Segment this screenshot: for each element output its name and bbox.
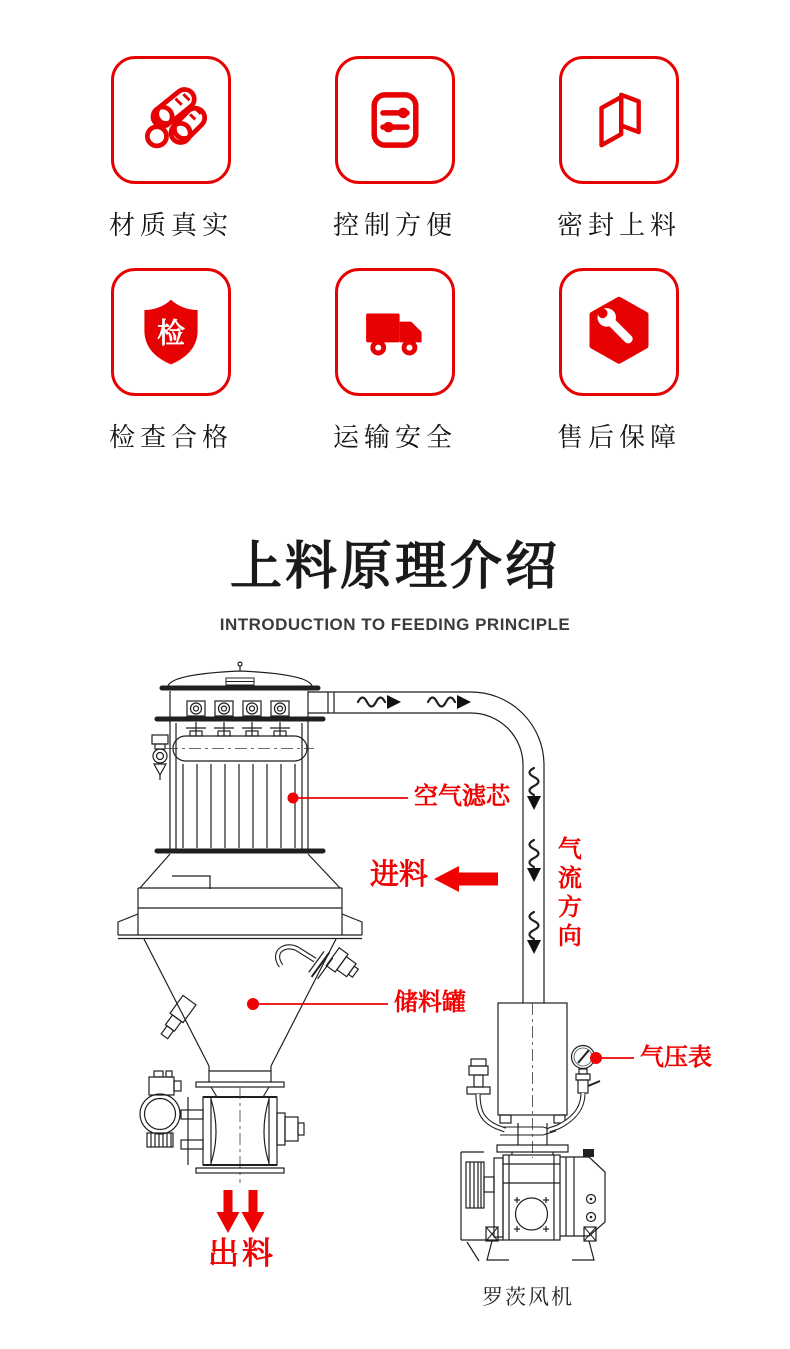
truck-icon [335, 268, 455, 396]
feature-label: 售后保障 [556, 422, 681, 452]
hopper-transition [118, 854, 362, 939]
label-feed-in: 进料 [370, 859, 429, 891]
feature-item-sealed [507, 56, 731, 242]
feature-label: 控制方便 [332, 210, 457, 240]
filter-pleats [176, 723, 302, 849]
label-air-filter: 空气滤芯 [414, 783, 510, 810]
feature-grid [0, 0, 790, 454]
wrench-hexagon-icon [559, 268, 679, 396]
level-sensor-right [326, 948, 362, 982]
discharge-arrow-right [242, 1190, 265, 1233]
feature-item-control [283, 56, 507, 242]
pipes-icon [111, 56, 231, 184]
air-regulator [152, 735, 168, 780]
label-pressure-gauge: 气压表 [640, 1044, 712, 1071]
feature-label: 材质真实 [108, 210, 233, 240]
label-roots-blower: 罗茨风机 [482, 1285, 574, 1309]
airflow-arrows [358, 695, 541, 954]
air-filter-leader-dot [288, 793, 299, 804]
silencer-separator [467, 1003, 568, 1158]
blower-pulley [461, 1152, 503, 1261]
feature-label: 运输安全 [332, 422, 457, 452]
relief-valve [467, 1059, 505, 1130]
page-subtitle: INTRODUCTION TO FEEDING PRINCIPLE [219, 615, 571, 634]
storage-hopper [144, 939, 362, 1087]
feature-label: 检查合格 [108, 422, 233, 452]
label-airflow-direction: 气流方向 [553, 836, 581, 952]
valve-motor [140, 1071, 181, 1147]
rotary-valve [140, 1071, 304, 1183]
feature-item-inspection [59, 268, 283, 454]
sliders-icon [335, 56, 455, 184]
label-discharge: 出料 [208, 1236, 276, 1271]
roots-blower [461, 1149, 605, 1261]
feature-item-material [59, 56, 283, 242]
valve-stems [186, 722, 290, 736]
conveying-pipe [308, 692, 544, 1003]
hose-clamp [308, 950, 335, 981]
page-title: 上料原理介绍 [229, 538, 560, 596]
label-storage-tank: 储料罐 [394, 989, 466, 1016]
door-icon [559, 56, 679, 184]
air-filter-unit [152, 662, 323, 851]
feature-item-transport [283, 268, 507, 454]
storage-tank-leader-dot [247, 998, 259, 1010]
blower-motor [560, 1149, 605, 1236]
pressure-gauge-leader-dot [590, 1052, 602, 1064]
shield-check-icon [111, 268, 231, 396]
feature-label: 密封上料 [556, 210, 681, 240]
pulse-valves [187, 701, 289, 716]
principle-header [0, 524, 790, 635]
feed-in-arrow [434, 866, 498, 892]
shield-badge-text: 检 [157, 317, 185, 349]
feeding-principle-diagram [0, 650, 790, 1349]
valve-shaft [277, 1113, 304, 1145]
discharge-arrow-left [217, 1190, 240, 1233]
feature-item-aftersales [507, 268, 731, 454]
